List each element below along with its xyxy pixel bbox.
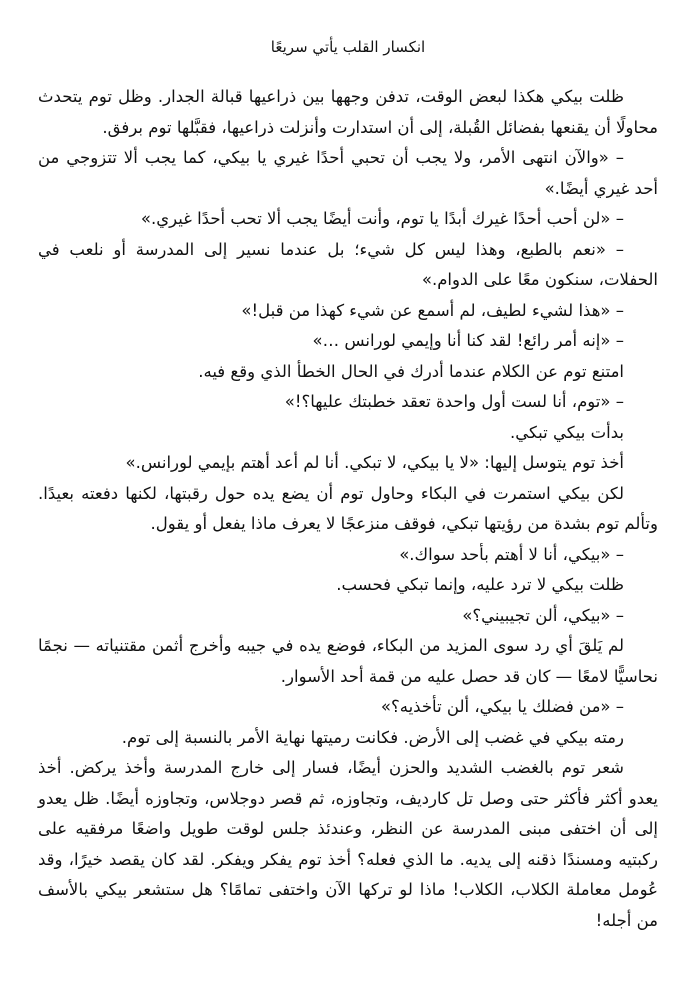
paragraph: امتنع توم عن الكلام عندما أدرك في الحال الخطأ الذي وقع فيه. <box>198 361 624 381</box>
paragraph: – «نعم بالطبع، وهذا ليس كل شيء؛ بل عندما نسير إلى المدرسة أو نلعب في الحفلات، سنكون معًا على الدوام.» <box>38 239 658 289</box>
paragraph: – «هذا لشيء لطيف، لم أسمع عن شيء كهذا من قبل!» <box>241 300 624 320</box>
paragraph: – «بيكي، ألن تجيبيني؟» <box>462 605 624 625</box>
paragraph: – «والآن انتهى الأمر، ولا يجب أن تحبي أحدًا غيري يا بيكي، كما يجب ألا تتزوجي من أحد غيري أيضًا.» <box>38 148 658 198</box>
paragraph: – «من فضلك يا بيكي، ألن تأخذيه؟» <box>380 697 624 716</box>
chapter-title: انكسار القلب يأتي سريعًا <box>270 38 426 56</box>
paragraph: لم يَلقَ أي رد سوى المزيد من البكاء، فوضع يده في جيبه وأخرج أثمن مقتنياته — نجمًا نحاسيًّا لامعًا — كان قد حصل عليه من قمة أحد الأسوار. <box>38 636 658 686</box>
paragraph: – «لن أحب أحدًا غيرك أبدًا يا توم، وأنت أيضًا يجب ألا تحب أحدًا غيري.» <box>140 209 624 228</box>
paragraph: – «توم، أنا لست أول واحدة تعقد خطبتك عليها؟!» <box>284 392 624 411</box>
paragraph: لكن بيكي استمرت في البكاء وحاول توم أن يضع يده حول رقبتها، لكنها دفعته بعيدًا. وتألم توم بشدة من رؤيتها تبكي، فوقف منزعجًا لا يعرف ماذا يفعل أو يقول. <box>38 483 658 533</box>
paragraph: أخذ توم يتوسل إليها: «لا يا بيكي، لا تبكي. أنا لم أعد أهتم بإيمي لورانس.» <box>125 453 624 472</box>
paragraph: شعر توم بالغضب الشديد والحزن أيضًا، فسار إلى خارج المدرسة وأخذ يركض. أخذ يعدو أكثر فأكثر حتى وصل تل كارديف، وتجاوزه، ثم قصر دوجلاس، وتجاوزه أيضًا. ظل يعدو إلى أن اختفى مبنى المدرسة عن النظر، وعندئذ جلس لوقت طويل واضعًا مرفقيه على ركبتيه ومسندًا ذقنه إلى يديه. ما الذي فعله؟ أخذ توم يفكر ويفكر. لقد كان يقصد خيرًا، وقد عُومل معاملة الكلاب، الكلاب! ماذا لو تركها الآن واختفى تمامًا؟ هل ستشعر بيكي بالأسف من أجله! <box>38 758 658 930</box>
paragraph: رمته بيكي في غضب إلى الأرض. فكانت رميتها نهاية الأمر بالنسبة إلى توم. <box>121 727 624 747</box>
paragraph: – «بيكي، أنا لا أهتم بأحد سواك.» <box>399 544 624 564</box>
paragraph: ظلت بيكي لا ترد عليه، وإنما تبكي فحسب. <box>336 575 624 594</box>
paragraph: – «إنه أمر رائع! لقد كنا أنا وإيمي لورانس …» <box>312 331 624 350</box>
paragraph: ظلت بيكي هكذا لبعض الوقت، تدفن وجهها بين ذراعيها قبالة الجدار. وظل توم يتحدث محاولًا أن يقنعها بفضائل القُبلة، إلى أن استدارت وأنزلت ذراعيها، فقبَّلها توم برفق. <box>38 87 658 137</box>
paragraph: بدأت بيكي تبكي. <box>510 422 624 442</box>
